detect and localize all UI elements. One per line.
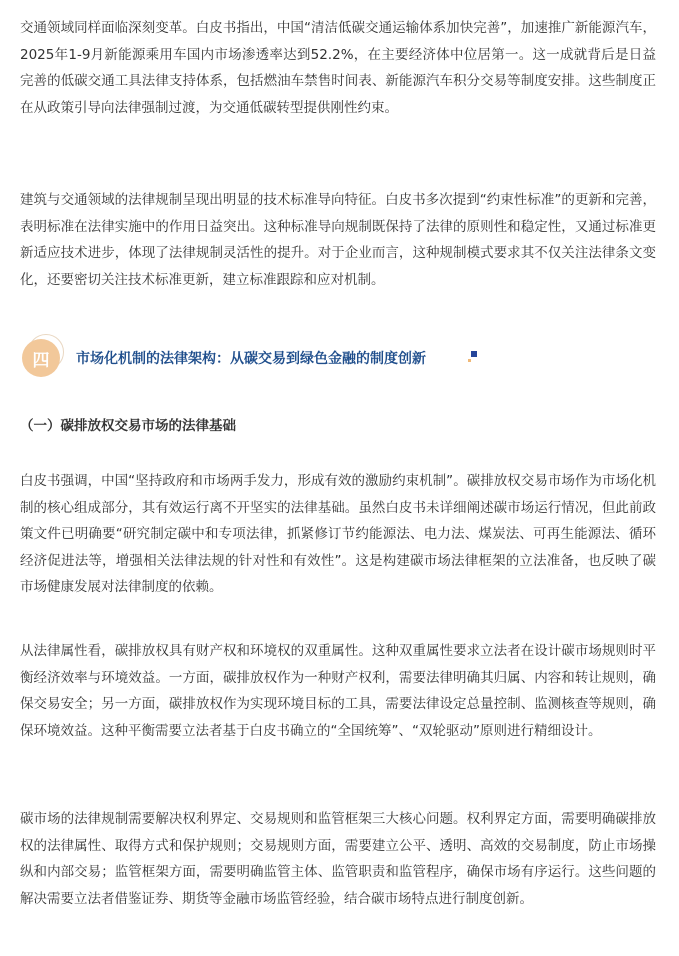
section-title: 市场化机制的法律架构：从碳交易到绿色金融的制度创新 <box>76 351 426 367</box>
paragraph-legal-attributes: 从法律属性看，碳排放权具有财产权和环境权的双重属性。这种双重属性要求立法者在设计碳市场规则时平衡经济效率与环境效益。一方面，碳排放权作为一种财产权利，需要法律明确其归属、内容和转让规则，确保交易安全；另一方面，碳排放权作为实现环境目标的工具，需要法律设定总量控制、监测核查等规则，确保环境效益。这种平衡需要立法者基于白皮书确立的“全国统筹”、“双轮驱动”原则进行精细设计。 <box>20 643 656 739</box>
subsection-title: （一）碳排放权交易市场的法律基础 <box>20 418 236 434</box>
square-decoration-icon <box>471 351 477 357</box>
small-square-decoration-icon <box>468 359 471 362</box>
paragraph-transport: 交通领域同样面临深刻变革。白皮书指出，中国“清洁低碳交通运输体系加快完善”，加速推广新能源汽车，2025年1-9月新能源乘用车国内市场渗透率达到52.2%，在主要经济体中位居第一。这一成就背后是日益完善的低碳交通工具法律支持体系，包括燃油车禁售时间表、新能源汽车积分交易等制度安排。这些制度正在从政策引导向法律强制过渡，为交通低碳转型提供刚性约束。 <box>20 20 656 116</box>
paragraph-standards: 建筑与交通领域的法律规制呈现出明显的技术标准导向特征。白皮书多次提到“约束性标准”的更新和完善，表明标准在法律实施中的作用日益突出。这种标准导向规制既保持了法律的原则性和稳定性，又通过标准更新适应技术进步，体现了法律规制灵活性的提升。对于企业而言，这种规制模式要求其不仅关注法律条文变化，还要密切关注技术标准更新，建立标准跟踪和应对机制。 <box>20 192 656 288</box>
section-heading <box>22 337 492 381</box>
paragraph-carbon-market: 白皮书强调，中国“坚持政府和市场两手发力，形成有效的激励约束机制”。碳排放权交易市场作为市场化机制的核心组成部分，其有效运行离不开坚实的法律基础。虽然白皮书未详细阐述碳市场运行情况，但此前政策文件已明确要“研究制定碳中和专项法律，抓紧修订节约能源法、电力法、煤炭法、可再生能源法、循环经济促进法等，增强相关法律法规的针对性和有效性”。这是构建碳市场法律框架的立法准备，也反映了碳市场健康发展对法律制度的依赖。 <box>20 473 656 595</box>
section-number-badge: 四 <box>22 339 60 377</box>
paragraph-regulation: 碳市场的法律规制需要解决权利界定、交易规则和监管框架三大核心问题。权利界定方面，需要明确碳排放权的法律属性、取得方式和保护规则；交易规则方面，需要建立公平、透明、高效的交易制度，防止市场操纵和内部交易；监管框架方面，需要明确监管主体、监管职责和监管程序，确保市场有序运行。这些问题的解决需要立法者借鉴证券、期货等金融市场监管经验，结合碳市场特点进行制度创新。 <box>20 811 656 907</box>
